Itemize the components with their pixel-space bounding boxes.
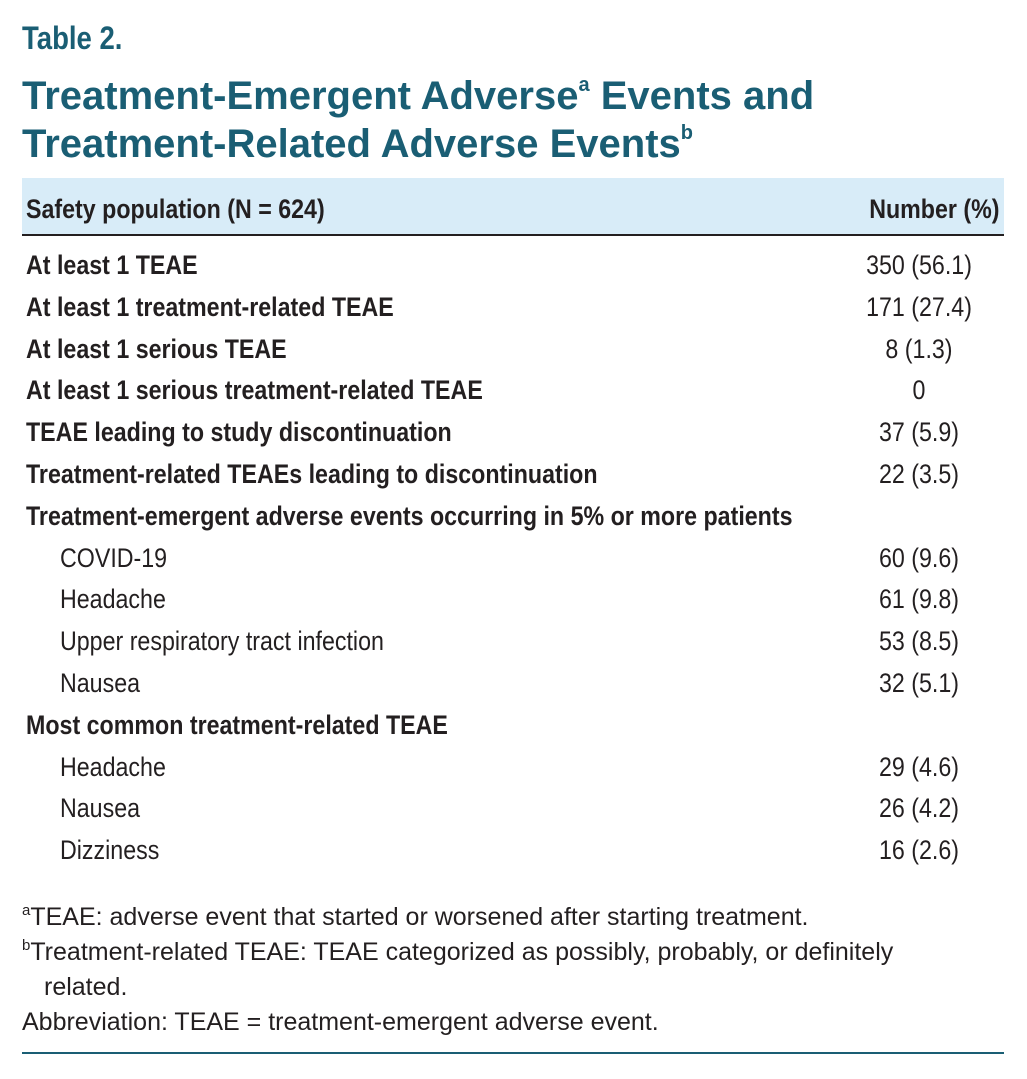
table-row xyxy=(22,455,1004,497)
title-line-1-end: Events and xyxy=(589,74,815,118)
row-label: Headache xyxy=(60,751,166,782)
footnote-b-text: Treatment-related TEAE: TEAE categorized as possibly, probably, or definitely xyxy=(30,938,894,966)
title-line-1-text: Treatment-Emergent Adverse xyxy=(22,74,579,118)
section-label: Treatment-emergent adverse events occurring in 5% or more patients xyxy=(26,500,793,531)
footnote-b xyxy=(22,935,1004,1005)
row-label: COVID-19 xyxy=(60,542,168,573)
table-row xyxy=(22,539,1004,581)
row-value: 16 (2.6) xyxy=(878,835,960,866)
row-value: 8 (1.3) xyxy=(885,333,953,364)
row-value: 26 (4.2) xyxy=(878,793,960,824)
row-value: 29 (4.6) xyxy=(878,751,960,782)
row-value: 22 (3.5) xyxy=(878,458,960,489)
row-value: 0 xyxy=(912,375,926,406)
row-label: Treatment-related TEAEs leading to discontinuation xyxy=(26,458,598,489)
row-value: 60 (9.6) xyxy=(878,542,960,573)
table-section-row xyxy=(22,706,1004,748)
footnote-b-text-continued: related. xyxy=(44,973,128,1001)
row-label: At least 1 TEAE xyxy=(26,250,198,280)
row-value: 61 (9.8) xyxy=(878,584,960,615)
table-row xyxy=(22,413,1004,455)
row-label: At least 1 treatment-related TEAE xyxy=(26,291,394,322)
footnote-a-marker: a xyxy=(22,902,31,919)
row-label: Upper respiratory tract infection xyxy=(60,626,384,657)
title-footnote-a-marker: a xyxy=(578,74,590,96)
abbreviation-note: Abbreviation: TEAE = treatment-emergent adverse event. xyxy=(22,1008,659,1036)
row-label: At least 1 serious TEAE xyxy=(26,333,287,364)
table-row xyxy=(22,580,1004,622)
table-row xyxy=(22,664,1004,706)
row-value: 32 (5.1) xyxy=(878,667,960,698)
title-footnote-b-marker: b xyxy=(680,122,693,144)
footnotes xyxy=(22,900,1004,1040)
row-value: 350 (56.1) xyxy=(866,250,972,280)
table-section-row xyxy=(22,497,1004,539)
table-label: Table 2. xyxy=(22,20,123,56)
table-row xyxy=(22,831,1004,873)
title-line-2 xyxy=(22,120,1012,168)
section-label: Most common treatment-related TEAE xyxy=(26,709,448,740)
table-row xyxy=(22,371,1004,413)
table-row xyxy=(22,622,1004,664)
table-row xyxy=(22,246,1004,288)
row-label: TEAE leading to study discontinuation xyxy=(26,417,452,448)
bottom-rule xyxy=(22,1052,1004,1054)
row-label: At least 1 serious treatment-related TEAE xyxy=(26,375,483,406)
header-population: Safety population (N = 624) xyxy=(26,194,325,224)
title-line-2-text: Treatment-Related Adverse Events xyxy=(22,122,681,166)
row-label: Headache xyxy=(60,584,166,615)
row-label: Nausea xyxy=(60,667,141,698)
table-row xyxy=(22,288,1004,330)
header-number-percent: Number (%) xyxy=(869,194,1000,224)
footnote-b-marker: b xyxy=(22,937,31,954)
footnote-a xyxy=(22,900,1004,935)
table-title xyxy=(22,72,1012,168)
row-label: Dizziness xyxy=(60,835,160,866)
table-row xyxy=(22,789,1004,831)
title-line-1 xyxy=(22,72,1012,120)
row-value: 37 (5.9) xyxy=(878,417,960,448)
footnote-a-text: TEAE: adverse event that started or worsened after starting treatment. xyxy=(30,903,809,931)
table-row xyxy=(22,330,1004,372)
table-header xyxy=(22,178,1004,236)
table-body xyxy=(22,246,1004,873)
row-value: 171 (27.4) xyxy=(866,291,972,322)
row-value: 53 (8.5) xyxy=(878,626,960,657)
table-row xyxy=(22,748,1004,790)
row-label: Nausea xyxy=(60,793,141,824)
